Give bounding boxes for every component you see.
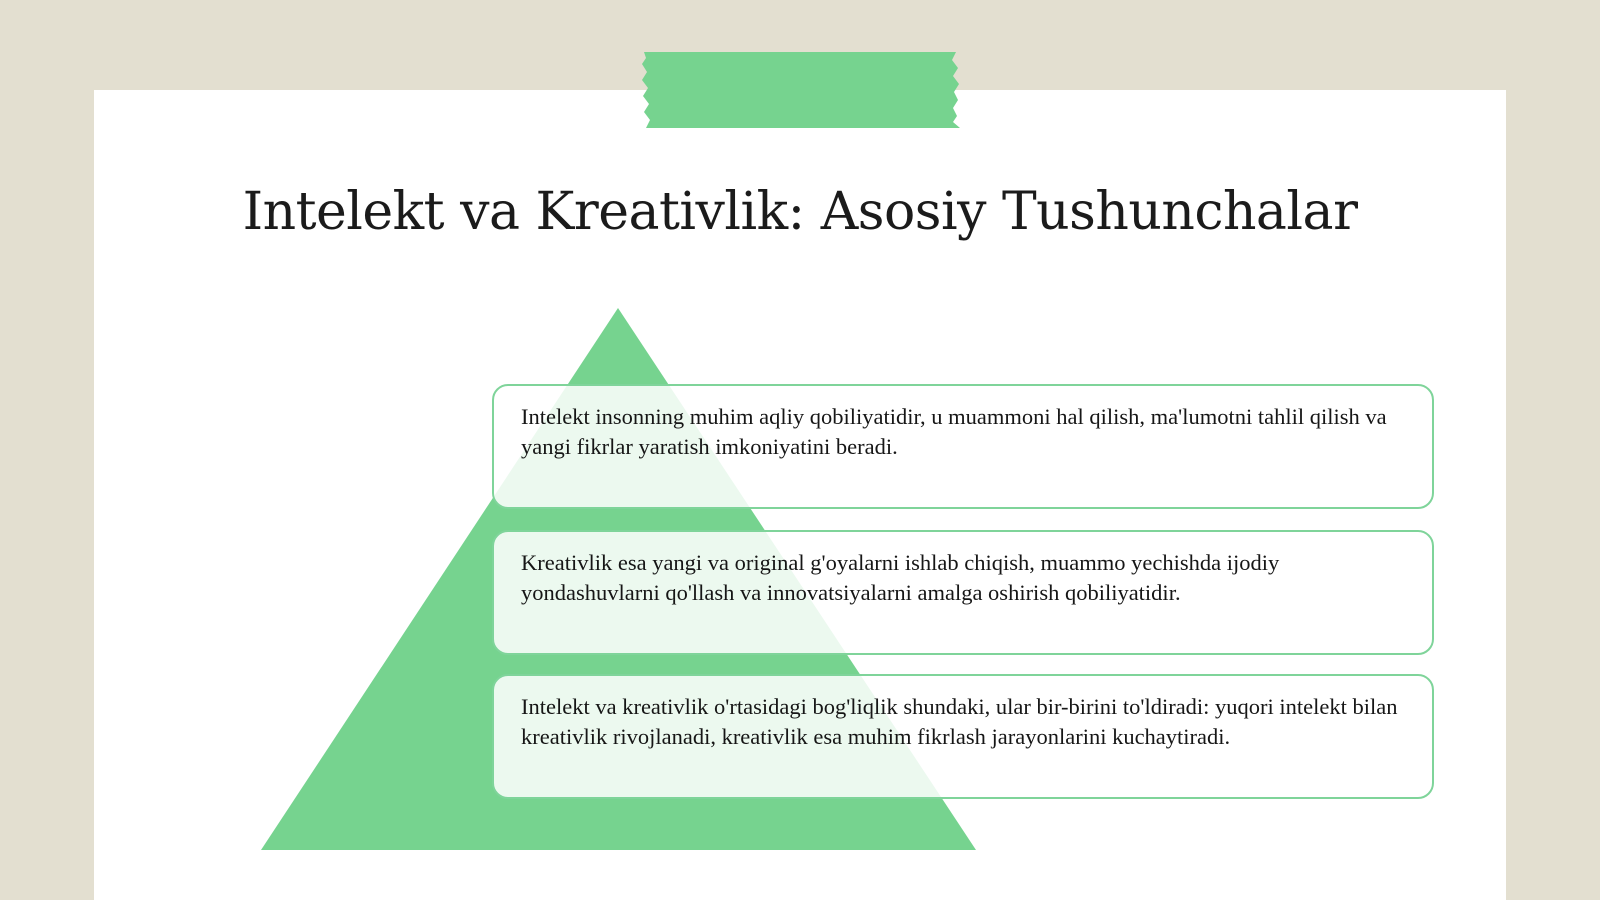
card-text: Kreativlik esa yangi va original g'oyalarni ishlab chiqish, muammo yechishda ijodiy yondashuvlarni qo'llash va innovatsiyalarni amalga oshirish qobiliyatidir.	[521, 550, 1280, 605]
decorative-tape	[640, 52, 960, 128]
card-text: Intelekt va kreativlik o'rtasidagi bog'liqlik shundaki, ular bir-birini to'ldiradi: yuqori intelekt bilan kreativlik rivojlanadi, kreativlik esa muhim fikrlash jarayonlarini kuchaytiradi.	[521, 694, 1398, 749]
page-title: Intelekt va Kreativlik: Asosiy Tushunchalar	[242, 182, 1358, 242]
text-card-kreativlik	[492, 530, 1434, 655]
text-card-boglanish	[492, 674, 1434, 799]
text-card-intelekt	[492, 384, 1434, 509]
card-text: Intelekt insonning muhim aqliy qobiliyatidir, u muammoni hal qilish, ma'lumotni tahlil qilish va yangi fikrlar yaratish imkoniyatini beradi.	[521, 404, 1387, 459]
